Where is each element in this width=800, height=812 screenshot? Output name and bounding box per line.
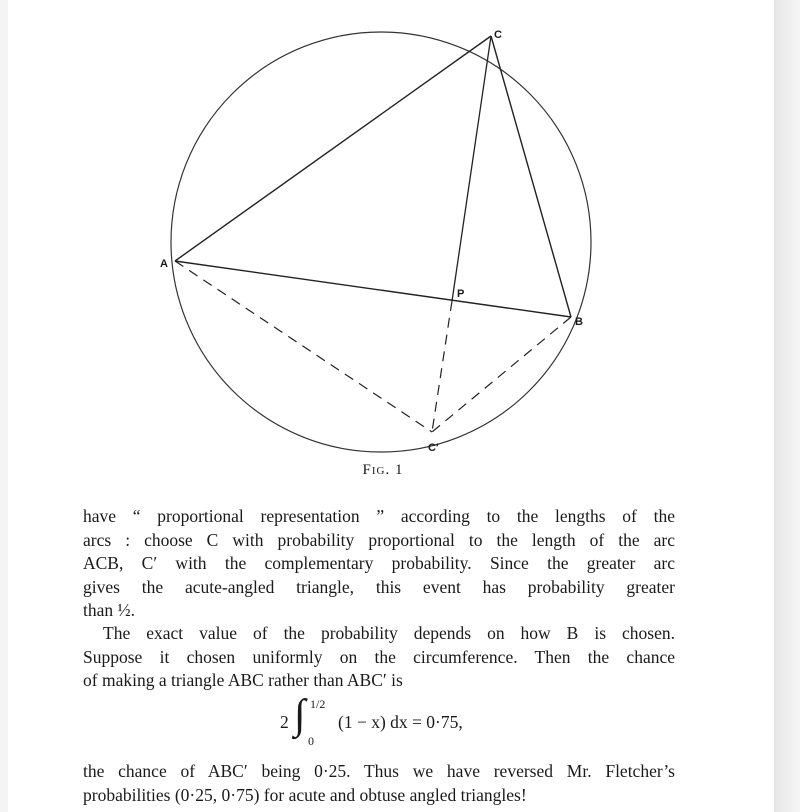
side-cb (491, 36, 571, 317)
integral-sign: ∫ (294, 692, 306, 738)
text-line: ACB, C′ with the complementary probability. Since the greater arc (83, 553, 675, 573)
equation-coefficient: 2 (280, 712, 289, 732)
integrand: (1 − x) dx = 0·75, (338, 712, 463, 732)
label-c-prime: C′ (428, 442, 439, 454)
label-c: C (494, 29, 502, 41)
chord-cp (452, 36, 491, 301)
circumcircle (171, 32, 591, 452)
caption-text: Fig. 1 (362, 462, 404, 478)
label-a: A (160, 258, 168, 270)
lower-limit: 0 (308, 734, 314, 748)
text-line: arcs : choose C with probability proportional to the length of the arc (83, 529, 675, 550)
text-line: of making a triangle ABC rather than ABC′ is (83, 670, 403, 690)
text-line: gives the acute-angled triangle, this event has probability greater (83, 576, 675, 597)
text-line: than ½. (83, 600, 136, 620)
side-ac (175, 36, 491, 261)
label-p: P (457, 288, 465, 300)
side-ab (175, 261, 571, 317)
paragraph-3 (83, 760, 675, 807)
text-line: have “ proportional representation ” according to the lengths of the (83, 506, 675, 526)
label-b: B (575, 316, 583, 328)
side-bc-prime (432, 317, 571, 432)
side-ac-prime (175, 261, 432, 432)
text-line: Suppose it chosen uniformly on the circumference. Then the chance (83, 646, 675, 667)
paragraph-1 (83, 505, 675, 623)
text-line: The exact value of the probability depends on how B is chosen. (103, 623, 675, 643)
chord-pc-prime (432, 301, 452, 432)
text-line: the chance of ABC′ being 0·25. Thus we have reversed Mr. Fletcher’s (83, 761, 675, 781)
upper-limit: 1/2 (310, 697, 326, 711)
paragraph-2 (83, 622, 675, 693)
text-line: probabilities (0·25, 0·75) for acute and obtuse angled triangles! (83, 784, 527, 805)
figure-caption (0, 462, 766, 479)
